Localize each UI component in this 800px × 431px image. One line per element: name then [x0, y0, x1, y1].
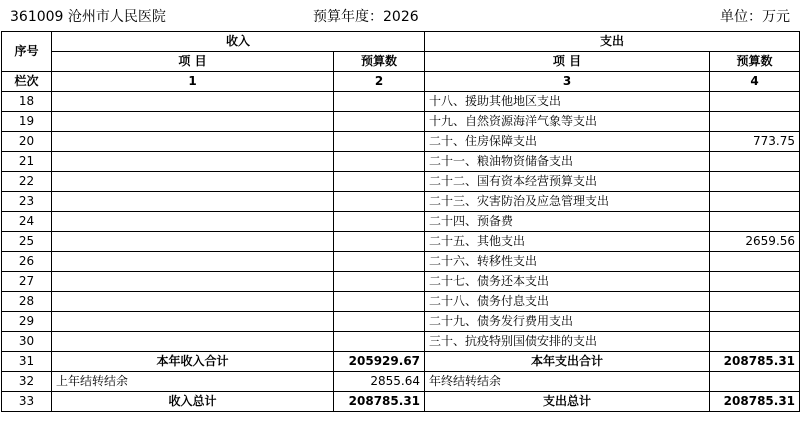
- expense-item: 二十一、粮油物资储备支出: [425, 152, 710, 172]
- income-item: [52, 332, 334, 352]
- column-order-label: 栏次: [2, 72, 52, 92]
- expense-item: 十九、自然资源海洋气象等支出: [425, 112, 710, 132]
- expense-item: 二十五、其他支出: [425, 232, 710, 252]
- column-order-4: 4: [710, 72, 800, 92]
- table-row: [2, 252, 800, 272]
- expense-item: 三十、抗疫特别国债安排的支出: [425, 332, 710, 352]
- table-row: [2, 192, 800, 212]
- row-seq: 24: [2, 212, 52, 232]
- expense-value: 208785.31: [710, 392, 800, 412]
- income-item: [52, 212, 334, 232]
- expense-value: [710, 372, 800, 392]
- row-seq: 33: [2, 392, 52, 412]
- row-seq: 23: [2, 192, 52, 212]
- expense-item: 支出总计: [425, 392, 710, 412]
- income-item: [52, 112, 334, 132]
- row-seq: 21: [2, 152, 52, 172]
- table-row: [2, 372, 800, 392]
- expense-value: [710, 112, 800, 132]
- expense-value: [710, 172, 800, 192]
- income-item: 上年结转结余: [52, 372, 334, 392]
- table-row: [2, 292, 800, 312]
- income-value: [334, 92, 425, 112]
- expense-value: 2659.56: [710, 232, 800, 252]
- column-order-2: 2: [334, 72, 425, 92]
- expense-value: [710, 272, 800, 292]
- expense-value: [710, 292, 800, 312]
- expense-item-header: 项 目: [425, 52, 710, 72]
- expense-item: 本年支出合计: [425, 352, 710, 372]
- expense-budget-header: 预算数: [710, 52, 800, 72]
- currency-unit: 单位：万元: [720, 9, 790, 25]
- income-item: 收入总计: [52, 392, 334, 412]
- expense-value: [710, 312, 800, 332]
- seq-header: 序号: [2, 32, 52, 72]
- expense-item: 二十七、债务还本支出: [425, 272, 710, 292]
- table-row: [2, 352, 800, 372]
- expense-item: 二十二、国有资本经营预算支出: [425, 172, 710, 192]
- table-row: [2, 232, 800, 252]
- expense-header: 支出: [425, 32, 800, 52]
- income-budget-header: 预算数: [334, 52, 425, 72]
- organization-name: 361009 沧州市人民医院: [10, 9, 166, 25]
- income-item: 本年收入合计: [52, 352, 334, 372]
- income-value: [334, 232, 425, 252]
- table-row: [2, 332, 800, 352]
- expense-item: 二十八、债务付息支出: [425, 292, 710, 312]
- row-seq: 22: [2, 172, 52, 192]
- income-value: [334, 272, 425, 292]
- income-header: 收入: [52, 32, 425, 52]
- table-row: [2, 392, 800, 412]
- income-value: [334, 152, 425, 172]
- income-item: [52, 312, 334, 332]
- income-value: [334, 312, 425, 332]
- expense-item: 年终结转结余: [425, 372, 710, 392]
- income-item: [52, 92, 334, 112]
- expense-item: 二十三、灾害防治及应急管理支出: [425, 192, 710, 212]
- row-seq: 32: [2, 372, 52, 392]
- table-row: [2, 312, 800, 332]
- income-item: [52, 152, 334, 172]
- expense-value: 208785.31: [710, 352, 800, 372]
- report-header: [0, 0, 800, 30]
- income-value: 2855.64: [334, 372, 425, 392]
- expense-item: 二十六、转移性支出: [425, 252, 710, 272]
- income-item: [52, 272, 334, 292]
- row-seq: 25: [2, 232, 52, 252]
- column-order-3: 3: [425, 72, 710, 92]
- row-seq: 18: [2, 92, 52, 112]
- row-seq: 28: [2, 292, 52, 312]
- budget-table: [1, 31, 800, 412]
- income-value: [334, 192, 425, 212]
- income-item: [52, 172, 334, 192]
- expense-item: 二十四、预备费: [425, 212, 710, 232]
- row-seq: 30: [2, 332, 52, 352]
- table-row: [2, 152, 800, 172]
- expense-value: [710, 252, 800, 272]
- expense-item: 十八、援助其他地区支出: [425, 92, 710, 112]
- income-value: 208785.31: [334, 392, 425, 412]
- header-row-sections: [2, 32, 800, 52]
- expense-value: [710, 192, 800, 212]
- income-value: [334, 132, 425, 152]
- row-seq: 27: [2, 272, 52, 292]
- row-seq: 19: [2, 112, 52, 132]
- column-order-row: [2, 72, 800, 92]
- income-item: [52, 192, 334, 212]
- income-value: [334, 292, 425, 312]
- row-seq: 29: [2, 312, 52, 332]
- expense-value: [710, 92, 800, 112]
- income-value: 205929.67: [334, 352, 425, 372]
- budget-rows: [2, 92, 800, 412]
- income-value: [334, 212, 425, 232]
- income-item: [52, 292, 334, 312]
- income-value: [334, 112, 425, 132]
- income-value: [334, 172, 425, 192]
- expense-value: 773.75: [710, 132, 800, 152]
- column-order-1: 1: [52, 72, 334, 92]
- header-row-columns: [2, 52, 800, 72]
- row-seq: 31: [2, 352, 52, 372]
- table-row: [2, 112, 800, 132]
- income-value: [334, 332, 425, 352]
- expense-value: [710, 152, 800, 172]
- table-row: [2, 272, 800, 292]
- expense-item: 二十、住房保障支出: [425, 132, 710, 152]
- income-value: [334, 252, 425, 272]
- table-row: [2, 92, 800, 112]
- income-item: [52, 252, 334, 272]
- budget-year: 预算年度：2026: [313, 9, 419, 25]
- expense-value: [710, 212, 800, 232]
- table-row: [2, 212, 800, 232]
- expense-item: 二十九、债务发行费用支出: [425, 312, 710, 332]
- income-item: [52, 232, 334, 252]
- income-item: [52, 132, 334, 152]
- expense-value: [710, 332, 800, 352]
- row-seq: 26: [2, 252, 52, 272]
- table-row: [2, 172, 800, 192]
- income-item-header: 项 目: [52, 52, 334, 72]
- row-seq: 20: [2, 132, 52, 152]
- table-row: [2, 132, 800, 152]
